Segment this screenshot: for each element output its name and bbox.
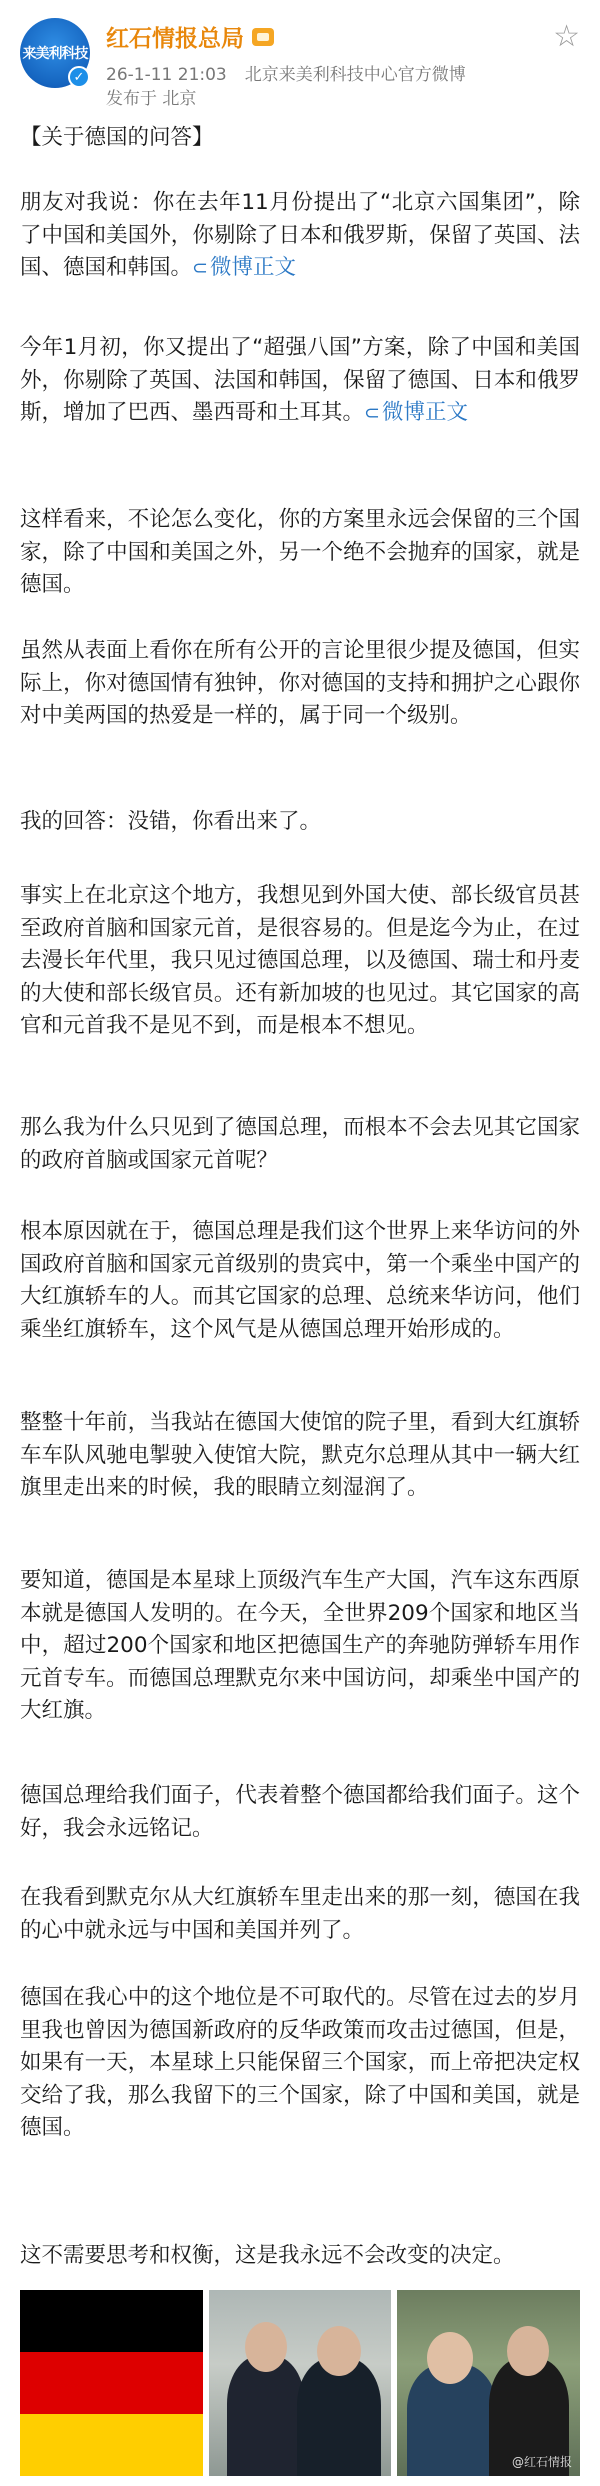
post-location: 发布于 北京: [106, 89, 197, 109]
person-head: [245, 2322, 287, 2372]
photo-merkel[interactable]: [397, 2290, 580, 2476]
weibo-link-icon: ⊂: [192, 257, 208, 279]
username[interactable]: 红石情报总局: [106, 26, 244, 52]
paragraph: 这样看来，不论怎么变化，你的方案里永远会保留的三个国家，除了中国和美国之外，另一个绝不会抛弃的国家，就是德国。: [20, 507, 580, 597]
paragraph-title: 【关于德国的问答】: [20, 125, 214, 150]
paragraph: 德国在我心中的这个地位是不可取代的。尽管在过去的岁月里我也曾因为德国新政府的反华政策而攻击过德国，但是，如果有一天，本星球上只能保留三个国家，而上帝把决定权交给了我，那么我留下的三个国家，除了中国和美国，就是德国。: [20, 1985, 580, 2140]
weibo-link-icon: ⊂: [364, 402, 380, 424]
crown-icon[interactable]: [252, 28, 274, 46]
post-location-row: [106, 87, 484, 111]
person-head: [317, 2326, 361, 2376]
post-source[interactable]: 北京来美利科技中心官方微博: [244, 65, 466, 85]
paragraph: 我的回答：没错，你看出来了。: [20, 809, 322, 834]
post-subinfo: [106, 63, 484, 87]
photo-two-men[interactable]: [209, 2290, 392, 2476]
weibo-text-link[interactable]: [364, 400, 468, 425]
paragraph: 整整十年前，当我站在德国大使馆的院子里，看到大红旗轿车车队风驰电掣驶入使馆大院，默克尔总理从其中一辆大红旗里走出来的时候，我的眼睛立刻湿润了。: [20, 1410, 580, 1500]
weibo-link-label: 微博正文: [209, 255, 296, 280]
verified-badge-icon: ✓: [68, 66, 90, 88]
person-silhouette: [227, 2356, 305, 2476]
paragraph: 事实上在北京这个地方，我想见到外国大使、部长级官员甚至政府首脑和国家元首，是很容易的。但是迄今为止，在过去漫长年代里，我只见过德国总理，以及德国、瑞士和丹麦的大使和部长级官员。还有新加坡的也见过。其它国家的高官和元首我不是见不到，而是根本不想见。: [20, 883, 580, 1038]
paragraph: 那么我为什么只见到了德国总理，而根本不会去见其它国家的政府首脑或国家元首呢？: [20, 1115, 580, 1173]
paragraph: 德国总理给我们面子，代表着整个德国都给我们面子。这个好，我会永远铭记。: [20, 1783, 580, 1841]
paragraph: [20, 187, 580, 285]
paragraph: 这不需要思考和权衡，这是我永远不会改变的决定。: [20, 2243, 515, 2268]
weibo-text-link[interactable]: [192, 255, 296, 280]
paragraph: 在我看到默克尔从大红旗轿车里走出来的那一刻，德国在我的心中就永远与中国和美国并列了。: [20, 1885, 580, 1943]
paragraph: 虽然从表面上看你在所有公开的言论里很少提及德国，但实际上，你对德国情有独钟，你对德国的支持和拥护之心跟你对中美两国的热爱是一样的，属于同一个级别。: [20, 638, 580, 728]
star-outline-icon[interactable]: ☆: [553, 19, 580, 54]
german-flag-image[interactable]: [20, 2290, 203, 2476]
weibo-link-label: 微博正文: [381, 400, 468, 425]
username-row: [106, 20, 484, 53]
avatar-logo-text: 来美利科技: [22, 46, 88, 62]
paragraph-text: 今年1月初，你又提出了“超强八国”方案，除了中国和美国外，你剔除了英国、法国和韩国，保留了德国、日本和俄罗斯，增加了巴西、墨西哥和土耳其。: [20, 335, 580, 425]
paragraph-text: 朋友对我说：你在去年11月份提出了“北京六国集团”，除了中国和美国外，你剔除了日本和俄罗斯，保留了英国、法国、德国和韩国。: [20, 190, 580, 280]
post-header: [0, 0, 600, 122]
timestamp: 26-1-11 21:03: [106, 65, 227, 85]
paragraph: 根本原因就在于，德国总理是我们这个世界上来华访问的外国政府首脑和国家元首级别的贵宾中，第一个乘坐中国产的大红旗轿车的人。而其它国家的总理、总统来华访问，他们乘坐红旗轿车，这个风气是从德国总理开始形成的。: [20, 1219, 580, 1342]
post-meta: [106, 20, 484, 111]
paragraph: [20, 332, 580, 430]
paragraph: 要知道，德国是本星球上顶级汽车生产大国，汽车这东西原本就是德国人发明的。在今天，全世界209个国家和地区当中，超过200个国家和地区把德国生产的奔驰防弹轿车用作元首专车。而德国总理默克尔来中国访问，却乘坐中国产的大红旗。: [20, 1568, 580, 1723]
image-watermark: @红石情报: [512, 2455, 573, 2469]
image-gallery: [20, 2290, 580, 2476]
